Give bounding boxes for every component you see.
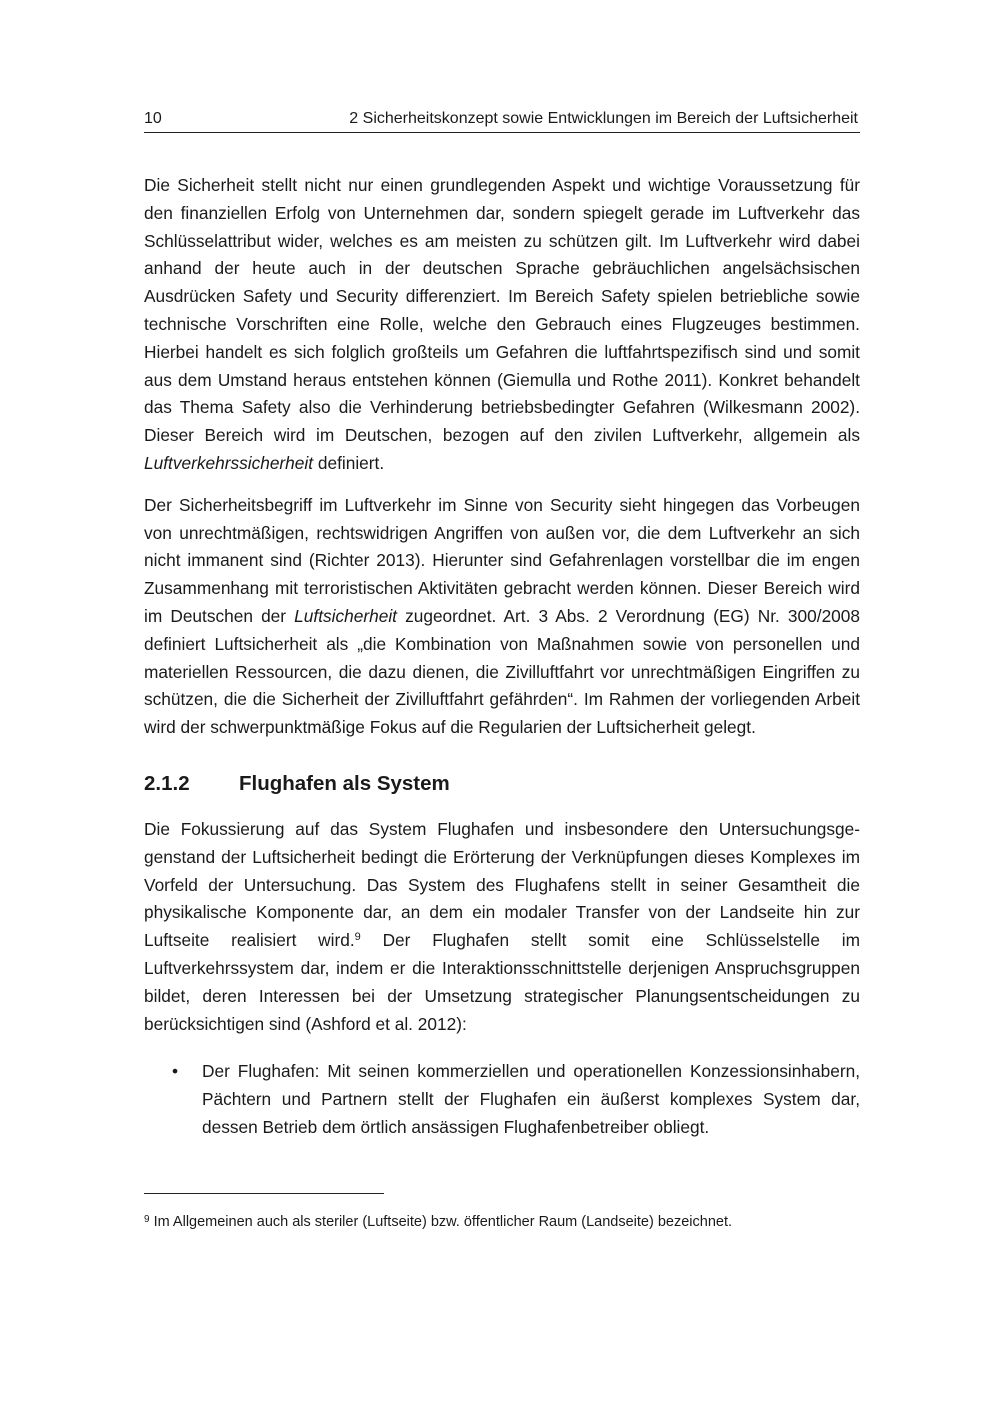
paragraph-safety [144,172,860,478]
body-text [144,172,860,1142]
paragraph-text: zugeordnet. Art. 3 Abs. 2 Verordnung (EG) Nr. 300/2008 definiert Luftsicherheit als „die Kombination von Maßnahmen sowie von personellen und materiellen Ressourcen, die dazu dienen, die Zivilluftfahrt vor unrechtmäßigen Eingriffen zu schützen, die die Sicherheit der Zivilluftfahrt gefährden“. Im Rahmen der vorliegenden Arbeit wird der schwerpunktmäßige Fokus auf die Regularien der Luftsicherheit gelegt. [144,605,861,738]
list-item-text: Der Flughafen: Mit seinen kommerziellen und operationellen Konzessionsinhabern, Pächtern und Partnern stellt der Flughafen ein äußerst komplexes System dar, dessen Betrieb dem örtlich ansässigen Flughafenbetreiber obliegt. [202,1061,860,1137]
running-title: 2 Sicherheitskonzept sowie Entwicklungen im Bereich der Luftsicherheit [349,110,858,127]
section-title: Flughafen als System [239,771,450,795]
running-header [144,108,860,133]
footnote-reference[interactable]: 9 [354,931,361,944]
paragraph-security [144,492,860,742]
footnote-divider [144,1193,384,1194]
bullet-icon: • [172,1061,179,1082]
emphasized-term: Luftsicherheit [294,605,397,626]
paragraph-text: Die Fokussierung auf das System Flughafen und insbesondere den Untersuchungsgegenstand der Luftsicherheit bedingt die Erörterung der Verknüpfungen dieses Komplexes im Vorfeld der Untersuchung. Das System des Flughafens stellt in seiner Gesamtheit die physikalische Komponente dar, an dem ein modaler Transfer von der Landseite hin zur Luftseite realisiert wird. [144,818,860,951]
paragraph-text: Der Sicherheitsbegriff im Luftverkehr im Sinne von Security sieht hingegen das Vorbeugen von unrechtmäßigen, rechtswidrigen Angriffen von außen vor, die dem Luftverkehr an sich nicht immanent sind (Richter 2013). Hierunter sind Gefahrenlagen vorstellbar die im engen Zusammenhang mit terroristischen Aktivitäten gebracht werden können. Dieser Bereich wird im Deutschen der [144,494,860,626]
paragraph-text: definiert. [313,452,385,473]
paragraph-text: Die Sicherheit stellt nicht nur einen grundlegenden Aspekt und wichtige Voraussetzung für den finanziellen Erfolg von Unternehmen dar, sondern spiegelt gerade im Luftverkehr das Schlüsselattribut wider, welches es am meisten zu schützen gilt. Im Luftverkehr wird dabei anhand der heute auch in der deutschen Sprache gebräuchlichen angelsächsischen Ausdrücken Safety und Security differenziert. Im Bereich Safety spielen betriebliche sowie technische Vorschriften eine Rolle, welche den Gebrauch eines Flugzeuges bestimmen. Hierbei handelt es sich folglich großteils um Gefahren die luftfahrtspezifisch sind und somit aus dem Umstand heraus entstehen können (Giemulla und Rothe 2011). Konkret behandelt das Thema Safety also die Verhinderung betriebsbedingter Gefahren (Wilkesmann 2002). Dieser Bereich wird im Deutschen, bezogen auf den zivilen Luftverkehr, allgemein als [144,175,860,446]
page-number: 10 [144,110,162,127]
footnote-text: Im Allgemeinen auch als steriler (Luftseite) bzw. öffentlicher Raum (Landseite) bezeichnet. [149,1214,733,1230]
section-heading [144,770,860,798]
footnote-number: 9 [144,1214,150,1225]
list-item [144,1058,860,1141]
paragraph-text: Der Flughafen stellt somit eine Schlüsselstelle im Luftverkehrssystem dar, indem er die Interaktionsschnittstelle derjenigen Anspruchsgruppen bildet, deren Interessen bei der Umsetzung strategischer Planungsentscheidungen zu berücksichtigen sind (Ashford et al. 2012): [144,930,860,1034]
section-number: 2.1.2 [144,771,190,795]
footnote [144,1212,860,1232]
paragraph-airport-system [144,816,860,1038]
emphasized-term: Luftverkehrssicherheit [144,452,314,473]
bullet-list [144,1058,860,1141]
